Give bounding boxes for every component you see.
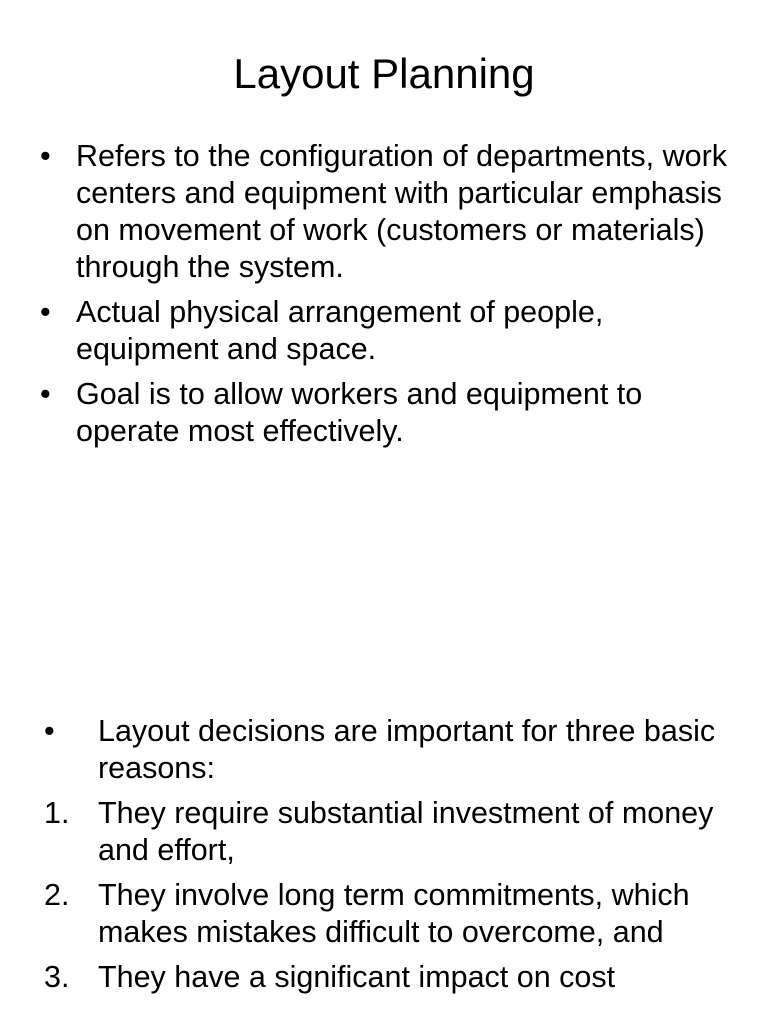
reason-marker: 3. (44, 960, 70, 994)
reason-item-commitments (44, 877, 744, 951)
definition-bullet-list (40, 138, 740, 458)
slide-title: Layout Planning (233, 50, 535, 97)
bullet-item-goal (40, 376, 740, 450)
reason-marker: • (44, 714, 55, 748)
reason-text: They have a significant impact on cost (98, 960, 616, 994)
bullet-text: Actual physical arrangement of people, equipment and space. (76, 295, 604, 366)
reason-text: They involve long term commitments, which makes mistakes difficult to overcome, and (98, 878, 690, 949)
bullet-text: Goal is to allow workers and equipment to operate most effectively. (76, 377, 643, 448)
bullet-marker: • (40, 377, 51, 411)
reason-text: They require substantial investment of money and effort, (98, 796, 714, 867)
reasons-list (44, 713, 744, 1004)
reasons-intro-item (44, 713, 744, 787)
bullet-marker: • (40, 295, 51, 329)
reason-marker: 1. (44, 796, 70, 830)
reason-marker: 2. (44, 878, 70, 912)
bullet-marker: • (40, 139, 51, 173)
reason-item-investment (44, 795, 744, 869)
reason-text: Layout decisions are important for three basic reasons: (98, 714, 716, 785)
bullet-text: Refers to the configuration of departments, work centers and equipment with particular emphasis on movement of work (customers or materials) through the system. (76, 139, 727, 284)
bullet-item-arrangement (40, 294, 740, 368)
bullet-item-configuration (40, 138, 740, 286)
reason-item-cost-impact (44, 959, 744, 996)
